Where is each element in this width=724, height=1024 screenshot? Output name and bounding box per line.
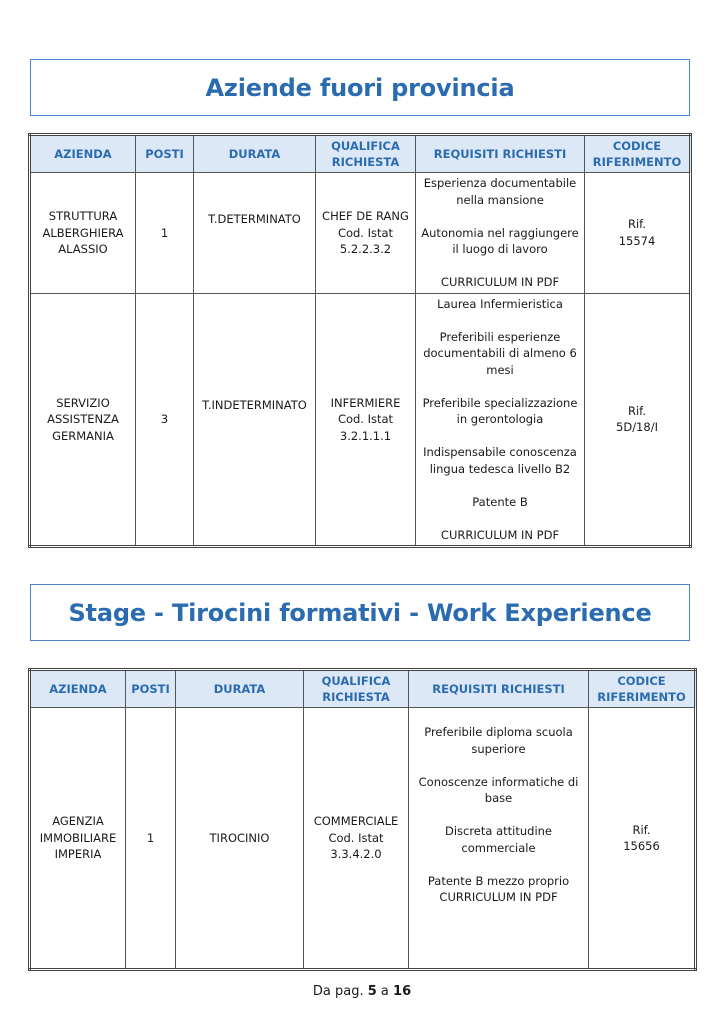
header-qualifica: QUALIFICA RICHIESTA xyxy=(304,670,409,708)
cell-qualifica: CHEF DE RANG Cod. Istat 5.2.2.3.2 xyxy=(316,173,416,294)
footer-total-pages: 16 xyxy=(393,984,412,999)
cell-azienda: AGENZIA IMMOBILIARE IMPERIA xyxy=(30,708,126,970)
cell-qualifica: COMMERCIALE Cod. Istat 3.3.4.2.0 xyxy=(304,708,409,970)
page-footer xyxy=(0,984,724,999)
cell-azienda: STRUTTURA ALBERGHIERA ALASSIO xyxy=(30,173,136,294)
table-row xyxy=(30,293,691,547)
header-azienda: AZIENDA xyxy=(30,135,136,173)
cell-qualifica: INFERMIERE Cod. Istat 3.2.1.1.1 xyxy=(316,293,416,547)
header-durata: DURATA xyxy=(176,670,304,708)
cell-durata: T.INDETERMINATO xyxy=(194,293,316,547)
header-codice: CODICE RIFERIMENTO xyxy=(585,135,691,173)
header-requisiti: REQUISITI RICHIESTI xyxy=(409,670,589,708)
header-requisiti: REQUISITI RICHIESTI xyxy=(416,135,585,173)
cell-posti: 3 xyxy=(136,293,194,547)
cell-requisiti: Preferibile diploma scuola superiore Conoscenze informatiche di base Discreta attitudine commerciale Patente B mezzo proprio CURRICULUM IN PDF xyxy=(409,708,589,970)
header-qualifica: QUALIFICA RICHIESTA xyxy=(316,135,416,173)
footer-prefix: Da pag. xyxy=(312,984,364,999)
table-header-row xyxy=(30,670,696,708)
header-posti: POSTI xyxy=(136,135,194,173)
footer-separator: a xyxy=(380,984,389,999)
cell-requisiti: Laurea Infermieristica Preferibili esperienze documentabili di almeno 6 mesi Preferibile specializzazione in gerontologia Indispensabile conoscenza lingua tedesca livello B2 Patente B CURRICULUM IN PDF xyxy=(416,293,585,547)
cell-azienda: SERVIZIO ASSISTENZA GERMANIA xyxy=(30,293,136,547)
section-title: Stage - Tirocini formativi - Work Experience xyxy=(68,598,652,627)
header-azienda: AZIENDA xyxy=(30,670,126,708)
internship-offers-table xyxy=(28,668,697,971)
cell-posti: 1 xyxy=(136,173,194,294)
section-title: Aziende fuori provincia xyxy=(205,73,515,102)
table-row xyxy=(30,708,696,970)
job-offers-table xyxy=(28,133,692,548)
cell-requisiti: Esperienza documentabile nella mansione Autonomia nel raggiungere il luogo di lavoro CURRICULUM IN PDF xyxy=(416,173,585,294)
cell-durata: TIROCINIO xyxy=(176,708,304,970)
cell-codice: Rif. 15574 xyxy=(585,173,691,294)
header-codice: CODICE RIFERIMENTO xyxy=(589,670,696,708)
table-header-row xyxy=(30,135,691,173)
cell-posti: 1 xyxy=(126,708,176,970)
cell-codice: Rif. 5D/18/I xyxy=(585,293,691,547)
cell-codice: Rif. 15656 xyxy=(589,708,696,970)
footer-page-number: 5 xyxy=(367,984,377,999)
header-posti: POSTI xyxy=(126,670,176,708)
section-banner-stage-tirocini xyxy=(30,584,690,641)
section-banner-aziende-fuori-provincia xyxy=(30,59,690,116)
cell-durata: T.DETERMINATO xyxy=(194,173,316,294)
header-durata: DURATA xyxy=(194,135,316,173)
table-row xyxy=(30,173,691,294)
